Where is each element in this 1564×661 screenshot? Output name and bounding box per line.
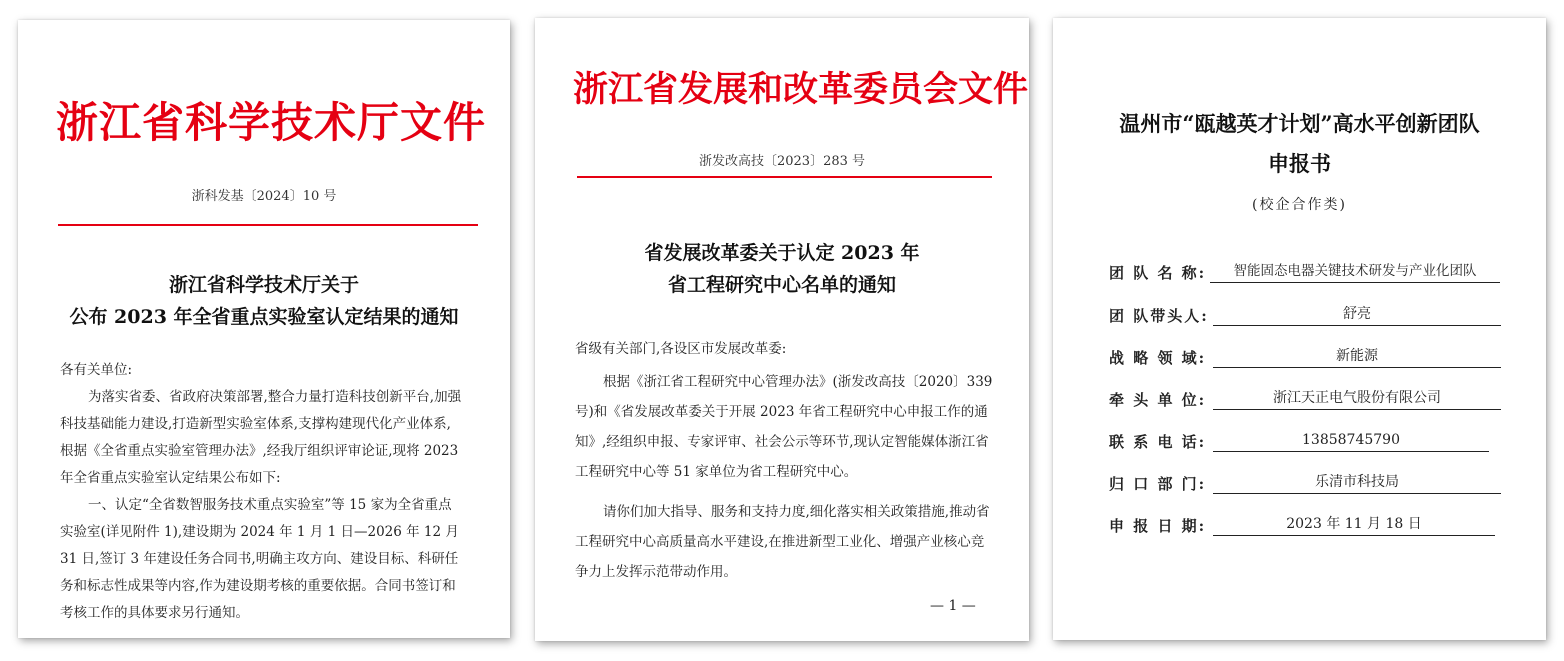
form-field-value: 新能源	[1213, 346, 1501, 368]
document-page-2	[535, 18, 1029, 641]
form-field-value: 浙江天正电气股份有限公司	[1213, 388, 1501, 410]
page2-paragraph-2: 请你们加大指导、服务和支持力度,细化落实相关政策措施,推动省工程研究中心高质量高水平建设,在推进新型工业化、增强产业核心竞争力上发挥示范带动作用。	[575, 504, 990, 580]
form-field-value: 13858745790	[1213, 430, 1489, 452]
form-field-label: 联 系 电 话:	[1109, 433, 1207, 451]
page1-header: 浙江省科学技术厅文件	[56, 98, 487, 147]
page1-title-line1: 浙江省科学技术厅关于	[168, 274, 359, 296]
form-field-label: 申 报 日 期:	[1109, 517, 1207, 535]
page1-doc-number: 浙科发基〔2024〕10 号	[191, 189, 337, 204]
page2-paragraph-1: 根据《浙江省工程研究中心管理办法》(浙发改高技〔2020〕339 号)和《省发展改革委关于开展 2023 年省工程研究中心申报工作的通知》,经组织申报、专家评审、社会公示等环节,现认定智能媒体浙江省工程研究中心等 51 家单位为省工程研究中心。	[575, 374, 993, 480]
form-field-value: 舒亮	[1213, 304, 1501, 326]
page1-salutation: 各有关单位:	[60, 362, 133, 378]
form-field-label: 团 队 名 称:	[1109, 264, 1207, 282]
form-field-label: 归 口 部 门:	[1109, 475, 1207, 493]
page3-title-line1: 温州市“瓯越英才计划”高水平创新团队	[1119, 111, 1480, 136]
page2-salutation: 省级有关部门,各设区市发展改革委:	[575, 341, 787, 357]
page2-title-line1: 省发展改革委关于认定 2023 年	[644, 242, 920, 264]
page3-title-line2: 申报书	[1268, 151, 1331, 176]
form-field-value: 乐清市科技局	[1213, 472, 1501, 494]
page2-doc-number: 浙发改高技〔2023〕283 号	[698, 154, 866, 169]
page1-paragraph-1: 为落实省委、省政府决策部署,整合力量打造科技创新平台,加强科技基础能力建设,打造新型实验室体系,支撑构建现代化产业体系,根据《全省重点实验室管理办法》,经我厅组织评审论证,现将 2023 年全省重点实验室认定结果公布如下:	[60, 389, 462, 486]
page1-title-line2: 公布 2023 年全省重点实验室认定结果的通知	[69, 306, 459, 328]
document-page-1	[18, 20, 510, 638]
document-page-3	[1053, 18, 1546, 640]
page1-paragraph-2: 一、认定“全省数智服务技术重点实验室”等 15 家为全省重点实验室(详见附件 1),建设期为 2024 年 1 月 1 日—2026 年 12 月 31 日,签订 3 年建设任务合同书,明确主攻方向、建设目标、科研任务和标志性成果等内容,作为建设期考核的重要依据。合同书签订和考核工作的具体要求另行通知。	[60, 497, 459, 621]
form-field-value: 智能固态电器关键技术研发与产业化团队	[1210, 261, 1500, 283]
page2-red-rule	[577, 176, 992, 178]
page2-page-number: — 1 —	[930, 598, 976, 614]
page3-subtitle: (校企合作类)	[1252, 197, 1347, 213]
form-field-label: 战 略 领 域:	[1109, 349, 1207, 367]
page1-red-rule	[58, 224, 478, 226]
form-field-label: 牵 头 单 位:	[1109, 391, 1207, 409]
page2-title-line2: 省工程研究中心名单的通知	[667, 274, 896, 296]
form-field-label: 团 队带头人:	[1109, 307, 1209, 325]
form-field-value: 2023 年 11 月 18 日	[1213, 514, 1495, 536]
page2-header: 浙江省发展和改革委员会文件	[573, 69, 1029, 110]
